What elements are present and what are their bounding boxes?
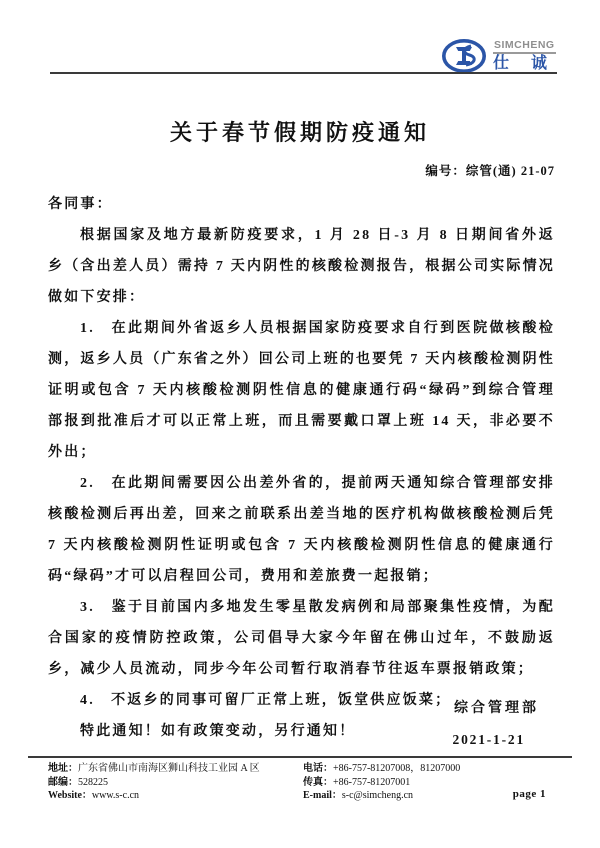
simcheng-logo-icon [441,38,487,74]
paragraph-item-1: 1. 在此期间外省返乡人员根据国家防疫要求自行到医院做核酸检测，返乡人员（广东省之外）回公司上班的也要凭 7 天内核酸检测阴性证明或包含 7 天内核酸检测阴性信息的健康通行码“绿码”到综合管理部报到批准后才可以正常上班，而且需要戴口罩上班 14 天，非必要不外出； [48,321,555,460]
logo-wordmark [493,40,556,73]
zip-label: 邮编： [48,776,78,788]
footer-fax-row [303,776,555,790]
company-logo [441,38,556,74]
footer-left-column [48,762,303,803]
email-value: s-c@simcheng.cn [341,790,414,801]
fax-value: +86-757-81207001 [333,776,411,788]
page-number: page 1 [512,788,546,800]
phone-label: 电话： [303,763,333,774]
footer-contact-info [0,758,600,803]
footer-phone-row [303,762,555,776]
address-value: 广东省佛山市南海区狮山科技工业园 A 区 [78,763,260,774]
notice-body [48,189,555,747]
logo-name-en: SIMCHENG [493,40,556,54]
page-title: 关于春节假期防疫通知 [169,120,430,145]
footer-zip-row [48,776,303,790]
paragraph-item-3: 3. 鉴于目前国内多地发生零星散发病例和局部聚集性疫情，为配合国家的疫情防控政策，公司倡导大家今年留在佛山过年，不鼓励返乡，减少人员流动，同步今年公司暂行取消春节往返车票报销政策； [48,600,555,677]
footer-address-row [48,762,303,776]
logo-name-cn: 仕 诚 [492,54,556,72]
fax-label: 传真： [303,776,333,788]
signature-date: 2021-1-21 [452,732,525,747]
paragraph-item-4: 4. 不返乡的同事可留厂正常上班，饭堂供应饭菜； [80,693,452,708]
zip-value: 528225 [78,776,108,788]
salutation: 各同事： [48,197,113,212]
phone-value: +86-757-81207008，81207000 [333,763,461,774]
paragraph-item-2: 2. 在此期间需要因公出差外省的，提前两天通知综合管理部安排核酸检测后再出差，回来之前联系出差当地的医疗机构做核酸检测后凭 7 天内核酸检测阴性证明或包含 7 天内核酸检测阴性信息的健康通行码“绿码”才可以启程回公司，费用和差旅费一起报销； [48,476,555,584]
page-header [0,0,600,74]
website-value: www.s-c.cn [91,790,140,801]
paragraph-intro: 根据国家及地方最新防疫要求，1 月 28 日-3 月 8 日期间省外返乡（含出差人员）需持 7 天内阴性的核酸检测报告，根据公司实际情况做如下安排： [48,228,555,305]
footer-website-row [48,789,303,803]
signature-department: 综合管理部 [454,701,539,716]
document-number: 编号：综管(通) 21-07 [425,164,555,178]
paragraph-closing: 特此通知！如有政策变动，另行通知！ [80,724,356,739]
website-label: Website： [48,790,92,801]
email-label: E-mail： [303,790,342,801]
page-footer [0,756,600,803]
header-divider [50,72,557,74]
address-label: 地址： [48,763,78,774]
